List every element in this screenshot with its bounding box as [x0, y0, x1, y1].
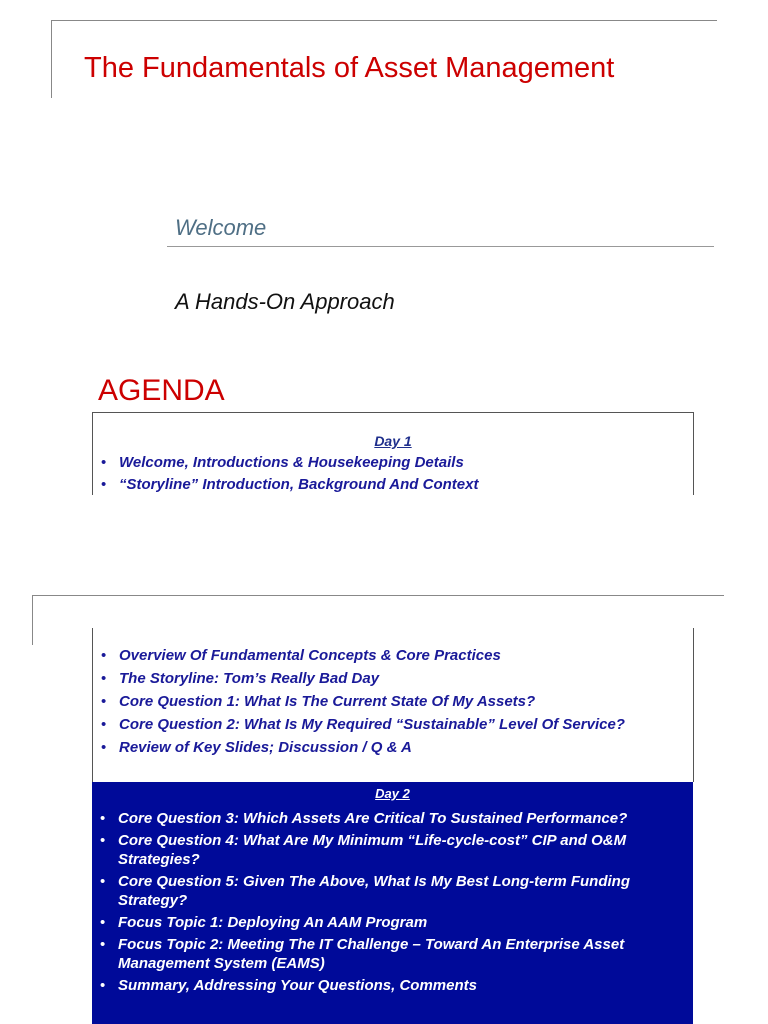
list-item-text: Review of Key Slides; Discussion / Q & A [119, 739, 412, 756]
list-item [93, 475, 693, 494]
list-item-text: Core Question 2: What Is My Required “Sustainable” Level Of Service? [119, 716, 625, 733]
list-item-text: Core Question 4: What Are My Minimum “Life-cycle-cost” CIP and O&M Strategies? [118, 832, 627, 868]
list-item [93, 738, 693, 757]
bullet-icon: • [100, 977, 106, 994]
list-item-text: Core Question 1: What Is The Current State Of My Assets? [119, 693, 536, 710]
slide1-top-rule [51, 20, 717, 21]
bullet-icon: • [100, 873, 106, 890]
bullet-icon: • [100, 832, 106, 849]
agenda-box-day1-part1 [92, 412, 694, 495]
list-item [93, 715, 693, 734]
list-item-text: Overview Of Fundamental Concepts & Core Practices [119, 647, 501, 664]
bullet-icon: • [101, 716, 107, 733]
list-item [92, 872, 693, 910]
list-item [92, 913, 693, 932]
list-item [93, 453, 693, 472]
day2-list [92, 809, 693, 995]
bullet-icon: • [101, 670, 107, 687]
bullet-icon: • [101, 476, 107, 493]
bullet-icon: • [101, 647, 107, 664]
bullet-icon: • [100, 914, 106, 931]
list-item [92, 809, 693, 828]
list-item-text: “Storyline” Introduction, Background And Context [119, 476, 479, 493]
day1-list-part1 [93, 453, 693, 494]
day1-heading: Day 1 [374, 433, 412, 449]
agenda-heading: AGENDA [98, 374, 225, 407]
list-item-text: The Storyline: Tom’s Really Bad Day [119, 670, 380, 687]
list-item-text: Core Question 3: Which Assets Are Critical To Sustained Performance? [118, 810, 628, 827]
slide2-top-rule [32, 595, 724, 596]
list-item-text: Focus Topic 1: Deploying An AAM Program [118, 914, 428, 931]
welcome-text: Welcome [175, 215, 267, 240]
bullet-icon: • [100, 810, 106, 827]
slide-subtitle: A Hands-On Approach [175, 289, 395, 314]
list-item [92, 976, 693, 995]
list-item [92, 935, 693, 973]
slide2-left-rule [32, 595, 33, 645]
bullet-icon: • [101, 454, 107, 471]
welcome-divider [167, 246, 714, 247]
bullet-icon: • [101, 739, 107, 756]
list-item-text: Summary, Addressing Your Questions, Comments [118, 977, 477, 994]
list-item-text: Focus Topic 2: Meeting The IT Challenge – Toward An Enterprise Asset Management System (EAMS) [118, 936, 625, 972]
list-item-text: Core Question 5: Given The Above, What Is My Best Long-term Funding Strategy? [118, 873, 630, 909]
list-item [93, 646, 693, 665]
day1-list-part2 [93, 646, 693, 757]
agenda-box-day2 [92, 782, 693, 1024]
bullet-icon: • [100, 936, 106, 953]
slide1-left-rule [51, 20, 52, 98]
day2-heading: Day 2 [375, 786, 410, 801]
slide-title: The Fundamentals of Asset Management [84, 52, 615, 84]
list-item-text: Welcome, Introductions & Housekeeping Details [119, 454, 464, 471]
list-item [93, 692, 693, 711]
bullet-icon: • [101, 693, 107, 710]
list-item [92, 831, 693, 869]
agenda-box-day1-part2 [92, 628, 694, 782]
list-item [93, 669, 693, 688]
